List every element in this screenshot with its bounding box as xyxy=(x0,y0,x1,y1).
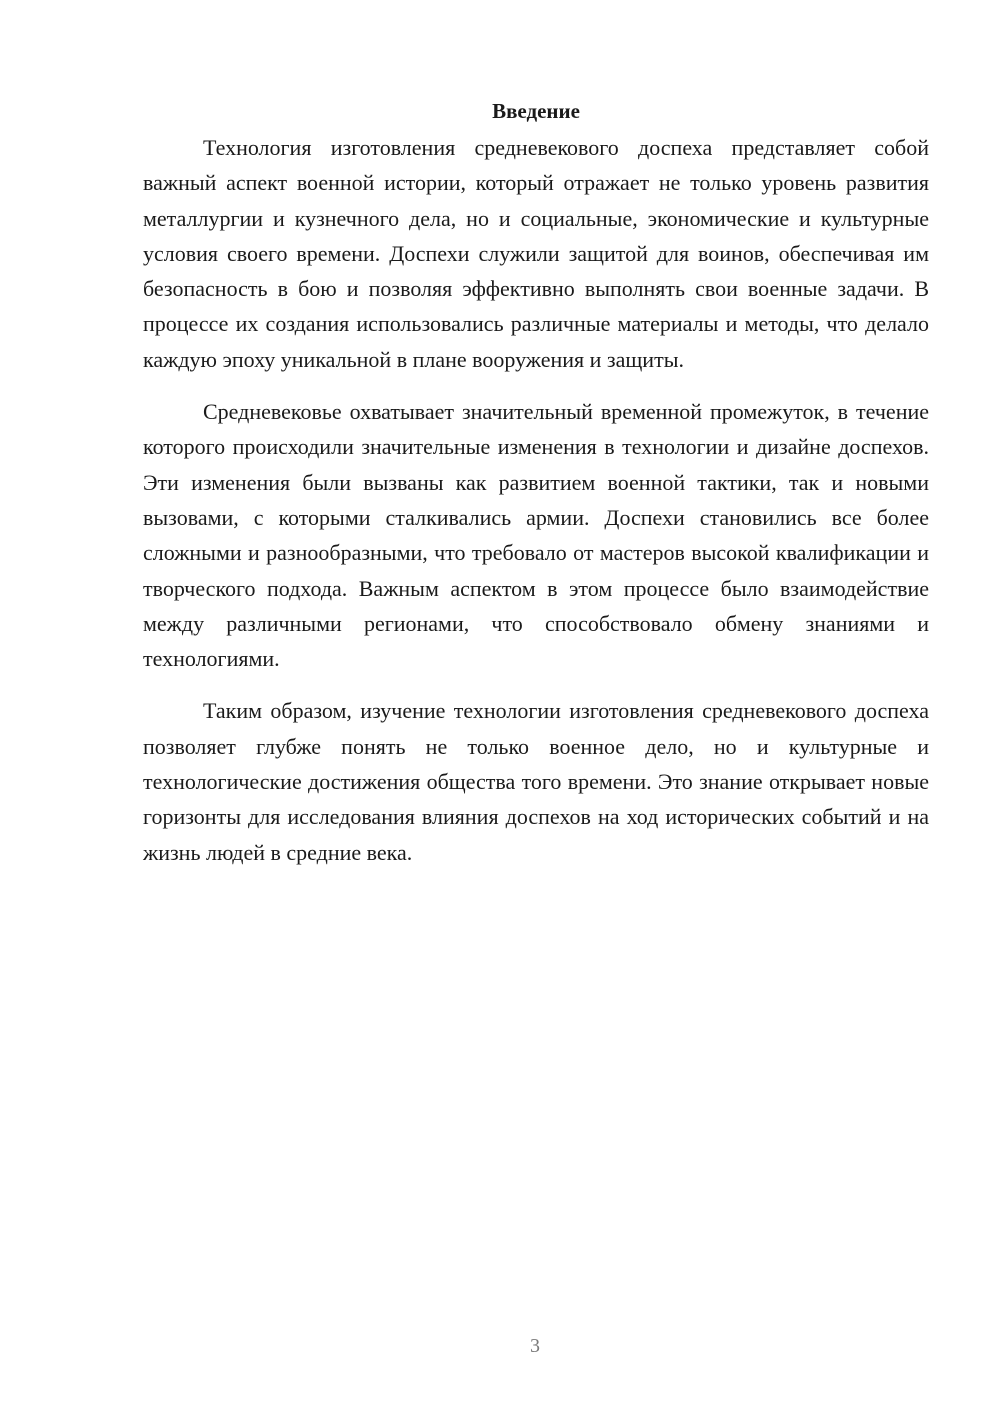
paragraph-2: Средневековье охватывает значительный временной промежуток, в течение которого происходили значительные изменения в технологии и дизайне доспехов. Эти изменения были вызваны как развитием военной тактики, так и новыми вызовами, с которыми сталкивались армии. Доспехи становились все более сложными и разнообразными, что требовало от мастеров высокой квалификации и творческого подхода. Важным аспектом в этом процессе было взаимодействие между различными регионами, что способствовало обмену знаниями и технологиями. xyxy=(143,399,929,672)
page-number: 3 xyxy=(530,1335,540,1357)
paragraph-3: Таким образом, изучение технологии изготовления средневекового доспеха позволяет глубже понять не только военное дело, но и культурные и технологические достижения общества того времени. Это знание открывает новые горизонты для исследования влияния доспехов на ход исторических событий и на жизнь людей в средние века. xyxy=(143,698,929,865)
section-heading: Введение xyxy=(492,99,580,123)
page-content xyxy=(143,96,929,870)
paragraph-1: Технология изготовления средневекового доспеха представляет собой важный аспект военной истории, который отражает не только уровень развития металлургии и кузнечного дела, но и социальные, экономические и культурные условия своего времени. Доспехи служили защитой для воинов, обеспечивая им безопасность в бою и позволяя эффективно выполнять свои военные задачи. В процессе их создания использовались различные материалы и методы, что делало каждую эпоху уникальной в плане вооружения и защиты. xyxy=(143,135,929,372)
